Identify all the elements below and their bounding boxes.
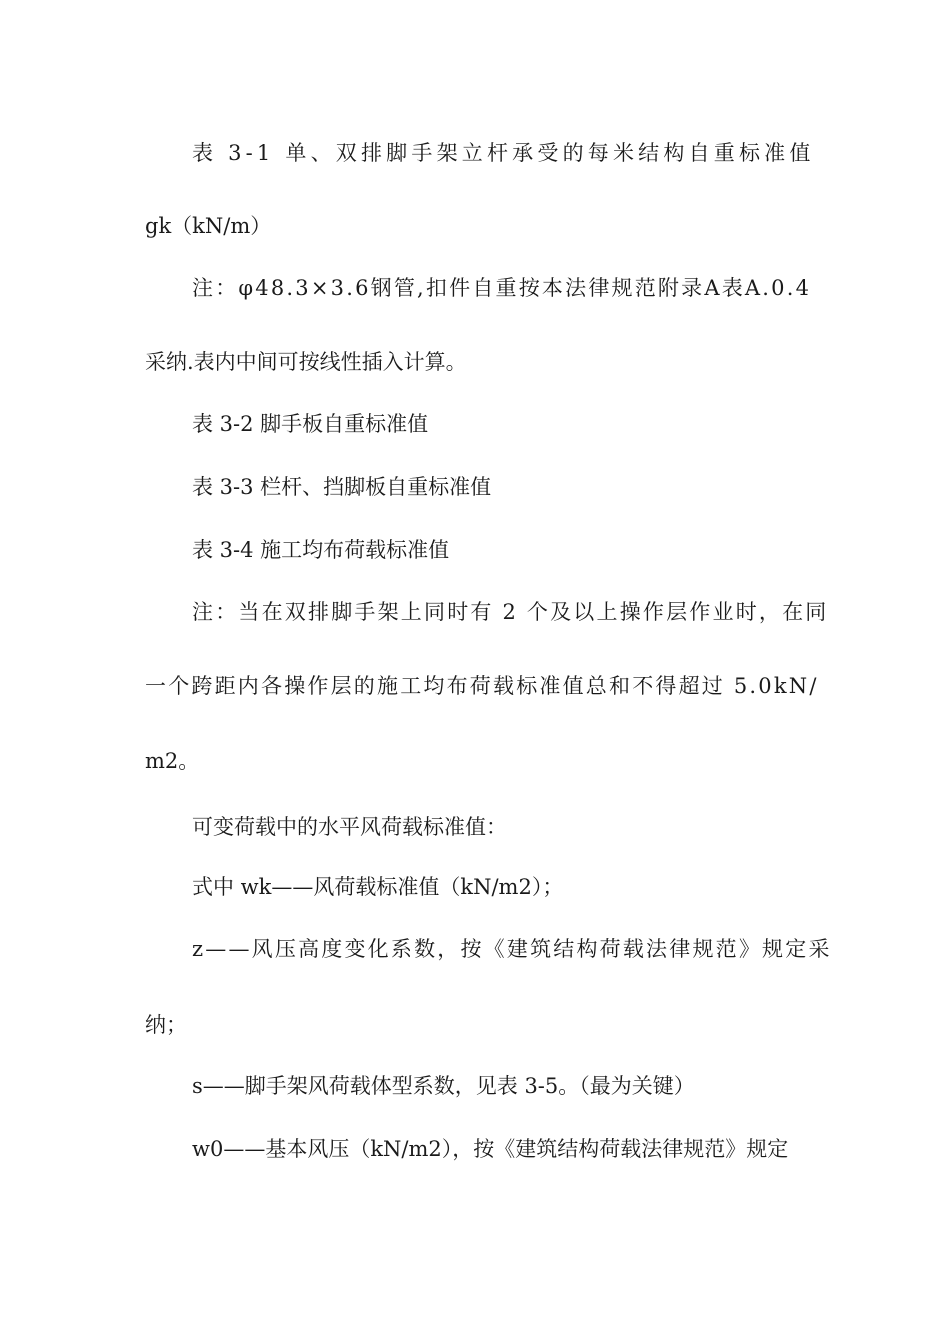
table-3-1-caption-unit: gk（kN/m）	[145, 214, 272, 238]
table-3-3-caption: 表 3-3 栏杆、挡脚板自重标准值	[192, 475, 492, 499]
table-3-1-caption: 表 3-1 单、双排脚手架立杆承受的每米结构自重标准值	[192, 141, 815, 165]
formula-w0-definition: w0——基本风压（kN/m2），按《建筑结构荷载法律规范》规定	[192, 1137, 789, 1161]
table-3-2-caption: 表 3-2 脚手板自重标准值	[192, 412, 429, 436]
formula-wk-definition: 式中 wk——风荷载标准值（kN/m2）；	[192, 875, 564, 899]
note-steel-pipe-continued: 采纳.表内中间可按线性插入计算。	[145, 350, 467, 374]
note-steel-pipe: 注：φ48.3×3.6钢管,扣件自重按本法律规范附录A表A.0.4	[192, 276, 812, 300]
formula-z-definition: z——风压高度变化系数，按《建筑结构荷载法律规范》规定采	[192, 937, 832, 961]
formula-s-definition: s——脚手架风荷载体型系数，见表 3-5。（最为关键）	[192, 1074, 695, 1098]
note-operation-layers-end: m2。	[145, 749, 200, 773]
table-3-4-caption: 表 3-4 施工均布荷载标准值	[192, 538, 450, 562]
note-operation-layers-continued: 一个跨距内各操作层的施工均布荷载标准值总和不得超过 5.0kN/	[145, 674, 819, 698]
wind-load-heading: 可变荷载中的水平风荷载标准值：	[192, 815, 507, 839]
note-operation-layers: 注：当在双排脚手架上同时有 2 个及以上操作层作业时，在同	[192, 600, 829, 624]
formula-z-definition-continued: 纳；	[145, 1013, 187, 1037]
